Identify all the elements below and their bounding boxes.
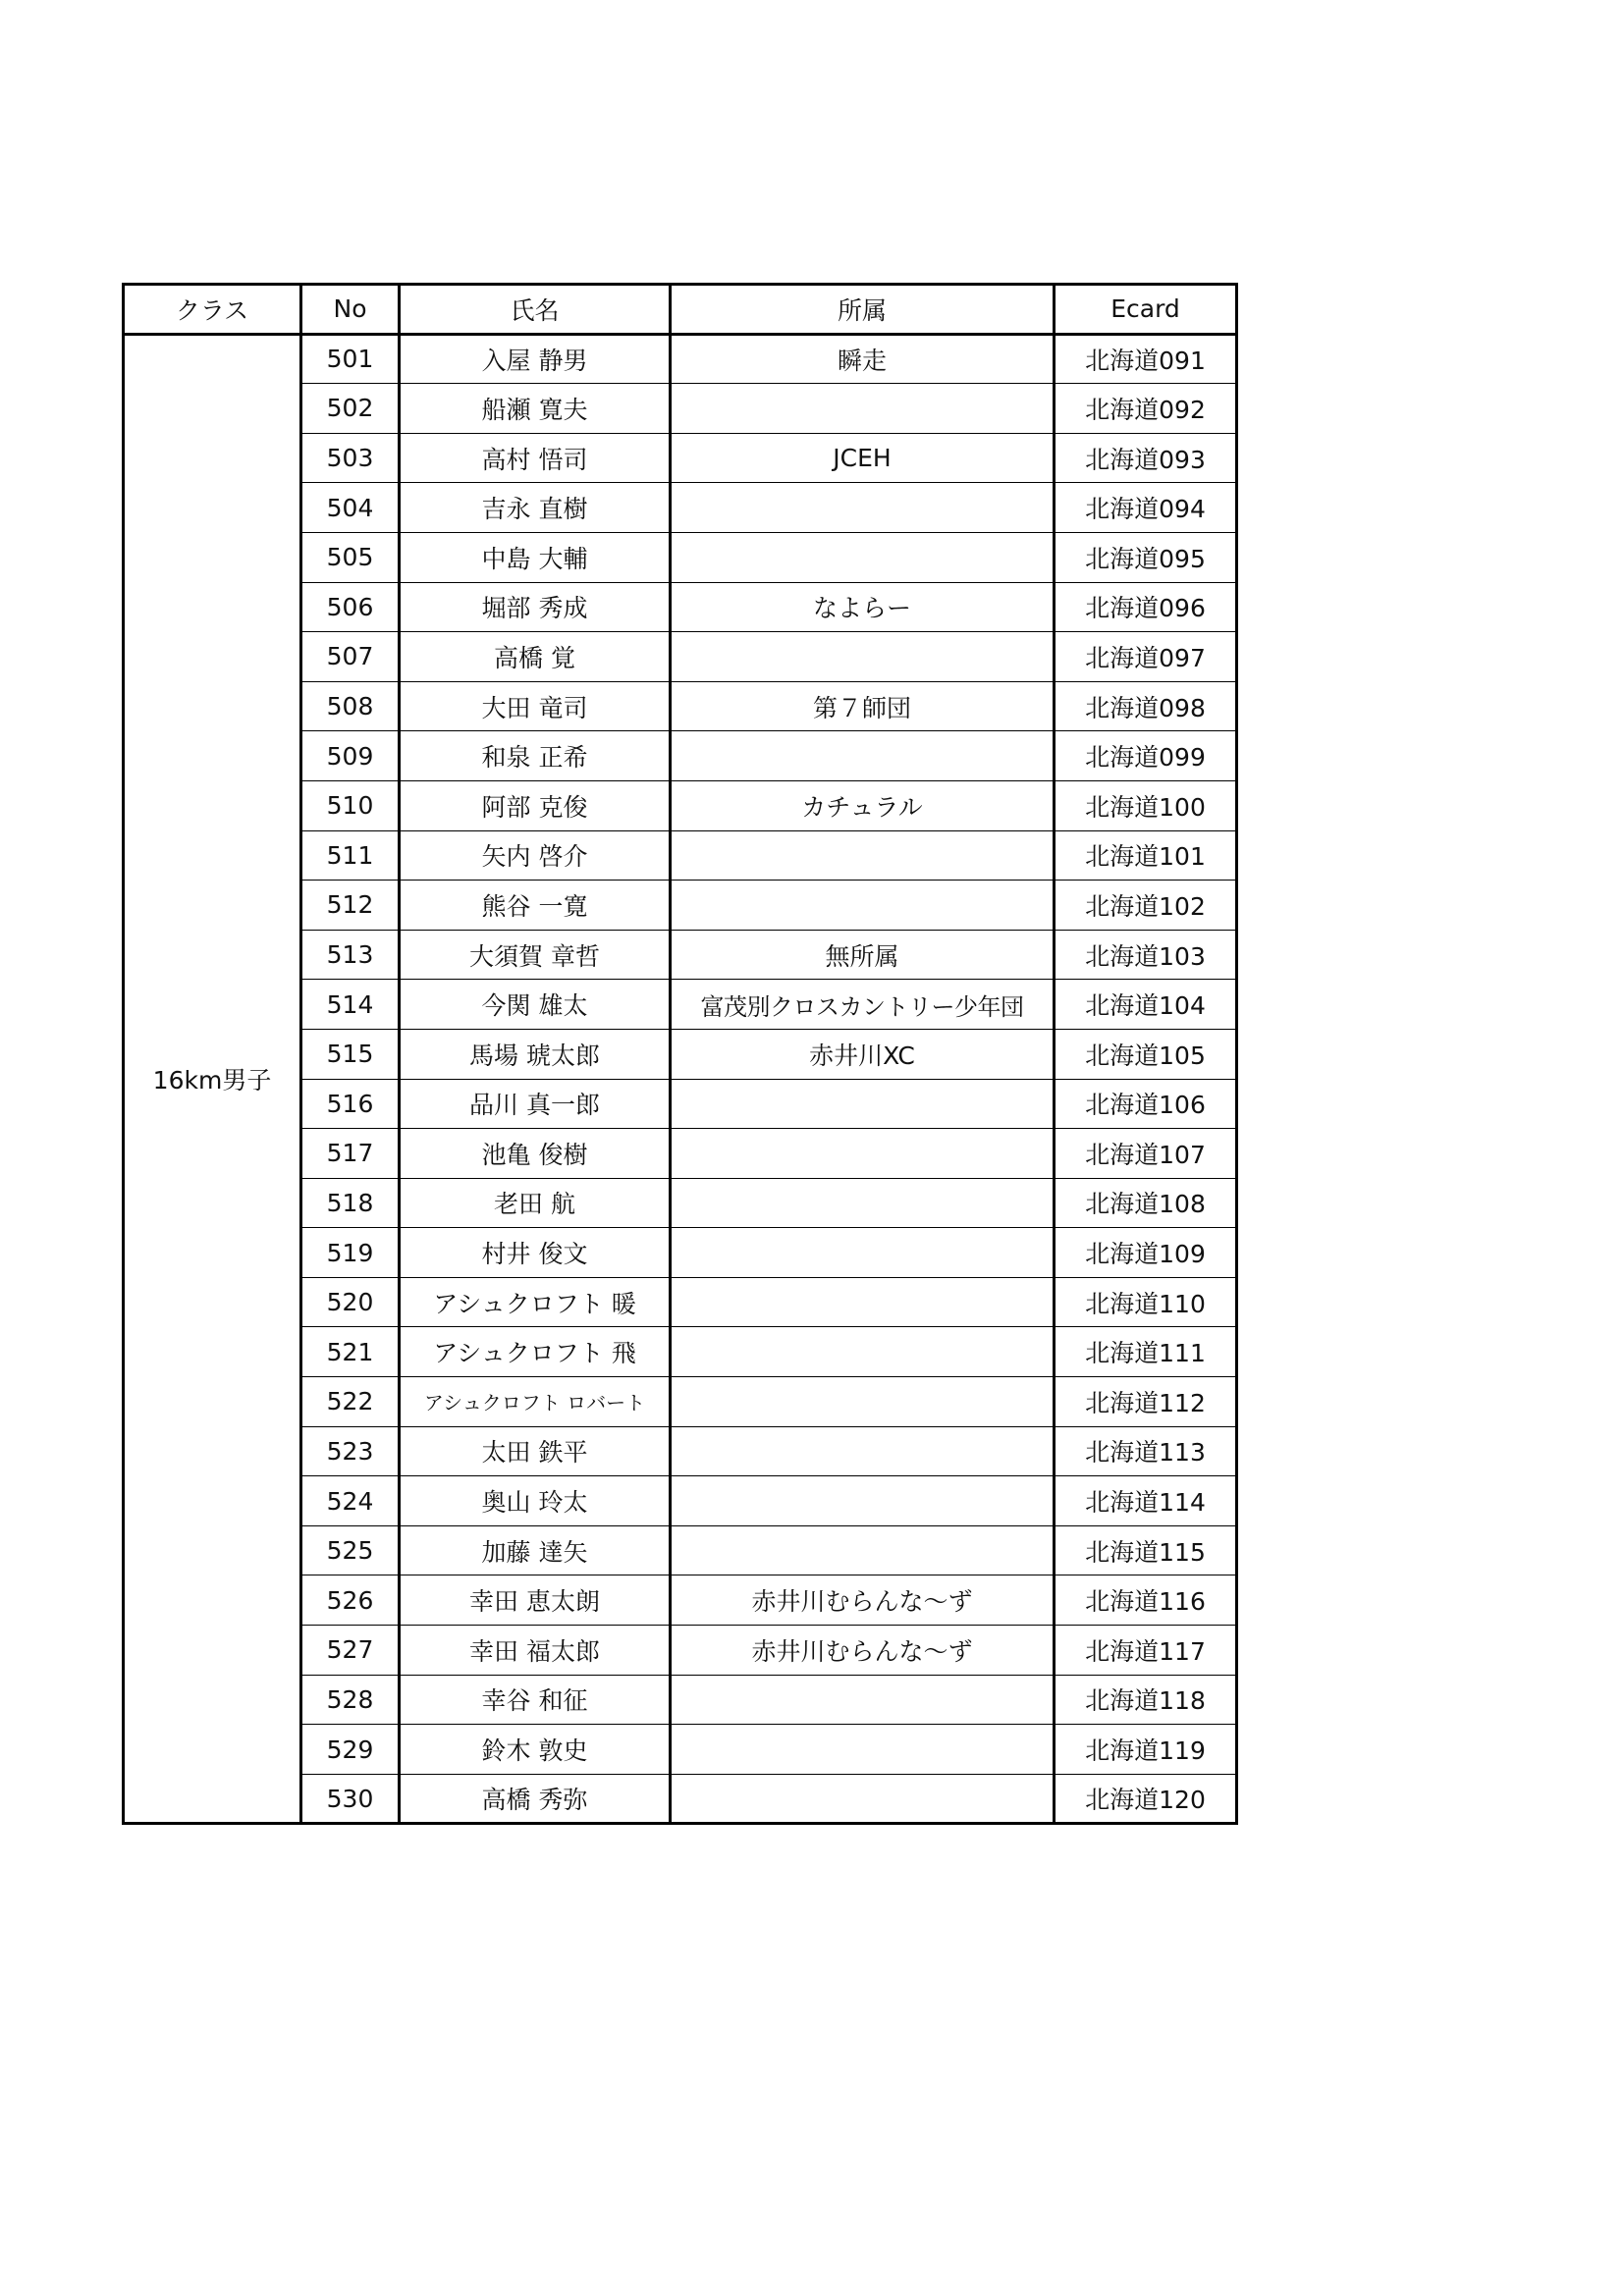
- cell-ecard: 北海道118: [1055, 1675, 1237, 1725]
- cell-no: 525: [301, 1525, 400, 1575]
- class-cell: 16km男子: [124, 334, 301, 1824]
- cell-name: 馬場 琥太郎: [400, 1029, 671, 1079]
- cell-affiliation: [671, 1377, 1055, 1427]
- header-no: No: [301, 285, 400, 335]
- cell-name: 熊谷 一寛: [400, 881, 671, 931]
- cell-ecard: 北海道120: [1055, 1774, 1237, 1824]
- cell-ecard: 北海道091: [1055, 334, 1237, 384]
- cell-no: 518: [301, 1178, 400, 1228]
- cell-affiliation: [671, 1277, 1055, 1327]
- cell-affiliation: 富茂別クロスカントリー少年団: [671, 980, 1055, 1030]
- cell-affiliation: 赤井川XC: [671, 1029, 1055, 1079]
- cell-name: 船瀬 寛夫: [400, 384, 671, 434]
- cell-name: 幸谷 和征: [400, 1675, 671, 1725]
- cell-name: 大田 竜司: [400, 681, 671, 731]
- cell-affiliation: 赤井川むらんな〜ず: [671, 1626, 1055, 1676]
- cell-no: 510: [301, 780, 400, 830]
- cell-ecard: 北海道110: [1055, 1277, 1237, 1327]
- cell-name: アシュクロフト 暖: [400, 1277, 671, 1327]
- cell-affiliation: [671, 483, 1055, 533]
- cell-name: 品川 真一郎: [400, 1079, 671, 1129]
- table-header-row: [124, 285, 1237, 335]
- header-ecard: Ecard: [1055, 285, 1237, 335]
- cell-affiliation: [671, 1079, 1055, 1129]
- cell-ecard: 北海道106: [1055, 1079, 1237, 1129]
- cell-ecard: 北海道112: [1055, 1377, 1237, 1427]
- cell-ecard: 北海道117: [1055, 1626, 1237, 1676]
- cell-name: 高橋 秀弥: [400, 1774, 671, 1824]
- cell-name: 老田 航: [400, 1178, 671, 1228]
- cell-no: 530: [301, 1774, 400, 1824]
- cell-affiliation: 無所属: [671, 930, 1055, 980]
- cell-no: 524: [301, 1476, 400, 1526]
- cell-no: 513: [301, 930, 400, 980]
- cell-affiliation: [671, 1426, 1055, 1476]
- cell-ecard: 北海道097: [1055, 632, 1237, 682]
- cell-no: 529: [301, 1725, 400, 1775]
- cell-no: 519: [301, 1228, 400, 1278]
- cell-affiliation: 第７師団: [671, 681, 1055, 731]
- cell-name: 今関 雄太: [400, 980, 671, 1030]
- cell-name: 中島 大輔: [400, 532, 671, 582]
- cell-no: 527: [301, 1626, 400, 1676]
- cell-ecard: 北海道109: [1055, 1228, 1237, 1278]
- cell-ecard: 北海道119: [1055, 1725, 1237, 1775]
- cell-no: 502: [301, 384, 400, 434]
- cell-name: アシュクロフト 飛: [400, 1327, 671, 1377]
- cell-name: 吉永 直樹: [400, 483, 671, 533]
- cell-affiliation: [671, 1725, 1055, 1775]
- cell-affiliation: [671, 1228, 1055, 1278]
- cell-ecard: 北海道095: [1055, 532, 1237, 582]
- cell-no: 504: [301, 483, 400, 533]
- cell-name: 幸田 恵太朗: [400, 1575, 671, 1626]
- entry-list-table: [122, 283, 1238, 1825]
- cell-name: アシュクロフト ロバート: [400, 1377, 671, 1427]
- cell-ecard: 北海道108: [1055, 1178, 1237, 1228]
- cell-no: 511: [301, 830, 400, 881]
- cell-name: 加藤 達矢: [400, 1525, 671, 1575]
- cell-no: 501: [301, 334, 400, 384]
- header-class: クラス: [124, 285, 301, 335]
- cell-affiliation: カチュラル: [671, 780, 1055, 830]
- cell-affiliation: [671, 731, 1055, 781]
- cell-affiliation: [671, 384, 1055, 434]
- cell-ecard: 北海道107: [1055, 1129, 1237, 1179]
- table-body: [124, 334, 1237, 1824]
- cell-name: 村井 俊文: [400, 1228, 671, 1278]
- cell-name: 堀部 秀成: [400, 582, 671, 632]
- cell-name: 入屋 静男: [400, 334, 671, 384]
- cell-affiliation: なよらー: [671, 582, 1055, 632]
- cell-ecard: 北海道093: [1055, 433, 1237, 483]
- cell-affiliation: [671, 1129, 1055, 1179]
- cell-affiliation: 赤井川むらんな〜ず: [671, 1575, 1055, 1626]
- cell-name: 池亀 俊樹: [400, 1129, 671, 1179]
- cell-ecard: 北海道100: [1055, 780, 1237, 830]
- cell-name: 高村 悟司: [400, 433, 671, 483]
- cell-affiliation: [671, 830, 1055, 881]
- cell-name: 高橋 覚: [400, 632, 671, 682]
- cell-ecard: 北海道114: [1055, 1476, 1237, 1526]
- cell-ecard: 北海道103: [1055, 930, 1237, 980]
- cell-no: 503: [301, 433, 400, 483]
- cell-affiliation: [671, 1675, 1055, 1725]
- cell-ecard: 北海道115: [1055, 1525, 1237, 1575]
- cell-ecard: 北海道113: [1055, 1426, 1237, 1476]
- cell-affiliation: 瞬走: [671, 334, 1055, 384]
- cell-no: 506: [301, 582, 400, 632]
- cell-name: 幸田 福太郎: [400, 1626, 671, 1676]
- cell-affiliation: [671, 1774, 1055, 1824]
- cell-ecard: 北海道102: [1055, 881, 1237, 931]
- cell-no: 512: [301, 881, 400, 931]
- cell-name: 和泉 正希: [400, 731, 671, 781]
- cell-no: 520: [301, 1277, 400, 1327]
- cell-affiliation: [671, 1476, 1055, 1526]
- cell-no: 514: [301, 980, 400, 1030]
- cell-ecard: 北海道105: [1055, 1029, 1237, 1079]
- cell-ecard: 北海道099: [1055, 731, 1237, 781]
- cell-no: 516: [301, 1079, 400, 1129]
- cell-no: 509: [301, 731, 400, 781]
- cell-no: 505: [301, 532, 400, 582]
- cell-no: 515: [301, 1029, 400, 1079]
- cell-no: 521: [301, 1327, 400, 1377]
- cell-name: 鈴木 敦史: [400, 1725, 671, 1775]
- cell-no: 522: [301, 1377, 400, 1427]
- cell-no: 523: [301, 1426, 400, 1476]
- cell-no: 507: [301, 632, 400, 682]
- cell-name: 矢内 啓介: [400, 830, 671, 881]
- cell-affiliation: [671, 1327, 1055, 1377]
- cell-affiliation: [671, 632, 1055, 682]
- cell-no: 526: [301, 1575, 400, 1626]
- header-affiliation: 所属: [671, 285, 1055, 335]
- cell-name: 阿部 克俊: [400, 780, 671, 830]
- cell-ecard: 北海道111: [1055, 1327, 1237, 1377]
- cell-ecard: 北海道096: [1055, 582, 1237, 632]
- cell-ecard: 北海道104: [1055, 980, 1237, 1030]
- cell-no: 528: [301, 1675, 400, 1725]
- cell-name: 大須賀 章哲: [400, 930, 671, 980]
- cell-ecard: 北海道094: [1055, 483, 1237, 533]
- cell-affiliation: JCEH: [671, 433, 1055, 483]
- cell-ecard: 北海道098: [1055, 681, 1237, 731]
- cell-affiliation: [671, 532, 1055, 582]
- cell-ecard: 北海道092: [1055, 384, 1237, 434]
- cell-affiliation: [671, 1525, 1055, 1575]
- cell-affiliation: [671, 1178, 1055, 1228]
- table-row: [124, 334, 1237, 384]
- cell-ecard: 北海道101: [1055, 830, 1237, 881]
- cell-ecard: 北海道116: [1055, 1575, 1237, 1626]
- cell-no: 508: [301, 681, 400, 731]
- header-name: 氏名: [400, 285, 671, 335]
- cell-name: 奥山 玲太: [400, 1476, 671, 1526]
- cell-affiliation: [671, 881, 1055, 931]
- cell-no: 517: [301, 1129, 400, 1179]
- cell-name: 太田 鉄平: [400, 1426, 671, 1476]
